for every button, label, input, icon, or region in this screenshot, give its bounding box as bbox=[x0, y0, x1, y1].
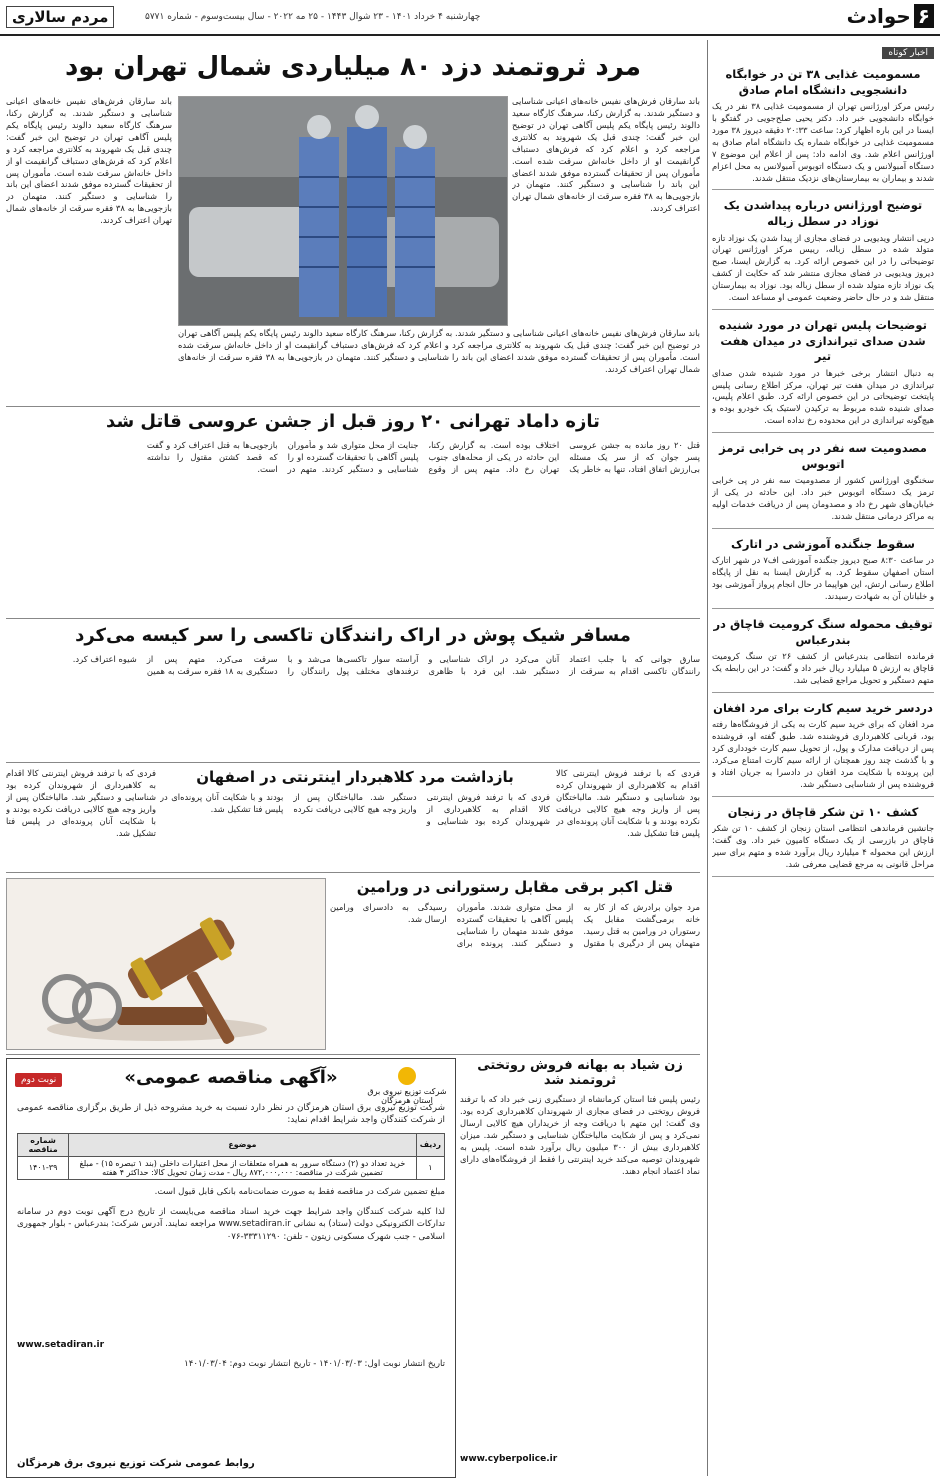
dateline: چهارشنبه ۴ خرداد ۱۴۰۱ - ۲۳ شوال ۱۴۴۳ - ۲۵ مه ۲۰۲۲ - سال بیست‌وسوم - شماره ۵۷۷۱ bbox=[145, 12, 481, 22]
sidebar-news-title: سقوط جنگنده آموزشی در اتارک bbox=[731, 536, 915, 551]
divider-2 bbox=[6, 618, 700, 619]
sidebar-news-text: رئیس مرکز اورژانس تهران از مسمومیت غذایی ۳۸ نفر در یک خوابگاه دانشجویی خبر داد. دکتر یحیی صلح‌جویی در گفتگو با ایسنا در این باره اظهار کرد: ساعت ۲۰:۳۳ دقیقه دیروز ۳۸ مورد مسمومیت غذایی در خوابگاه شماره یک دانشگاه امام صادق به اورژانس اعلام شد. وی ادامه داد: پس از اعلام این موضوع ۷ دستگاه آمبولانس و یک دستگاه اتوبوس آمبولانس به محل اعزام شدند و بیماران به بیمارستان‌های نزدیک منتقل شدند. bbox=[712, 101, 934, 183]
gavel-icon bbox=[7, 879, 325, 1049]
sidebar-news-item bbox=[712, 437, 934, 529]
tender-ad bbox=[6, 1058, 456, 1478]
sidebar-news-item bbox=[712, 697, 934, 797]
sidebar-news-item bbox=[712, 194, 934, 310]
cyberpolice-link[interactable]: www.cyberpolice.ir bbox=[460, 1454, 558, 1464]
sidebar-news-title: توقیف محموله سنگ کرومیت قاچاق در بندرعباس bbox=[713, 617, 933, 647]
sidebar-news-text: در ساعت ۸:۳۰ صبح دیروز جنگنده آموزشی اف‌۷ در شهر اتارک استان اصفهان سقوط کرد. به گزارش ایسنا به نقل از پایگاه اطلاع رسانی ارتش، این هواپیما در حال انجام پرواز آموزشی بود و خلبانان آن به شهادت رسیدند. bbox=[712, 555, 934, 602]
sidebar-news-item bbox=[712, 63, 934, 190]
sidebar-tag: اخبار کوتاه bbox=[882, 47, 934, 59]
arrest-photo-illustration bbox=[179, 97, 507, 325]
article-groom-text: قتل ۲۰ روز مانده به جشن عروسی پسر جوان که از سر یک مسئله بی‌ارزش اتفاق افتاد، تنها به خاطر یک اختلاف بوده است. به گزارش رکنا، این حادثه در یکی از محله‌های جنوب تهران رخ داد. متهم پس از وقوع جنایت از محل متواری شد و مأموران پلیس آگاهی با تحقیقات گسترده او را شناسایی و دستگیر کردند. متهم در بازجویی‌ها به قتل اعتراف کرد و گفت که قصد کشتن مقتول را نداشته است. bbox=[146, 440, 700, 474]
electric-logo-icon bbox=[398, 1067, 416, 1085]
sidebar-news-title: دردسر خرید سیم کارت برای مرد افغان bbox=[713, 700, 933, 715]
gavel-photo bbox=[6, 878, 326, 1050]
ad-badge: نوبت دوم bbox=[15, 1073, 62, 1087]
column-divider bbox=[707, 40, 708, 1476]
article-bedspread-text: رئیس پلیس فتا استان کرمانشاه از دستگیری زنی خبر داد که با ترفند فروش روتختی در فضای مجازی از شهروندان کلاهبرداری کرده بود. وی گفت: این متهم با دریافت وجه از خریداران هیچ کالایی ارسال نمی‌کرد و پس از شکایت مالباختگان شناسایی و دستگیر شد. میزان کلاهبرداری بیش از ۳۰۰ میلیون ریال برآورد شده است. پلیس به شهروندان توصیه می‌کند خرید اینترنتی را فقط از فروشگاه‌های دارای نماد اعتماد انجام دهند. bbox=[460, 1094, 700, 1176]
article-isfahan-text: فردی که با ترفند فروش اینترنتی کالا اقدام به کلاهبرداری از شهروندان کرده بود شناسایی و دستگیر شد. مالباختگان پس از واریز وجه هیچ کالایی دریافت نکرده بودند و با شکایت آنان پرونده‌ای در پلیس فتا تشکیل شد. bbox=[160, 792, 550, 826]
article-arak-text: سارق جوانی که با جلب اعتماد رانندگان تاکسی اقدام به سرقت از آنان می‌کرد در اراک شناسایی و دستگیر شد. این فرد با ظاهری آراسته سوار تاکسی‌ها می‌شد و با ترفندهای مختلف پول رانندگان را سرقت می‌کرد. متهم پس از دستگیری به ۱۸ فقره سرقت به همین شیوه اعتراف کرد. bbox=[72, 654, 700, 676]
sidebar-news-item bbox=[712, 533, 934, 609]
ad-table-header: شماره مناقصه bbox=[18, 1133, 69, 1156]
sidebar-news-title: کشف ۱۰ تن شکر قاچاق در زنجان bbox=[727, 804, 919, 819]
ad-table-header: موضوع bbox=[69, 1133, 417, 1156]
divider-1 bbox=[6, 406, 700, 407]
ad-table-cell: خرید تعداد دو (۲) دستگاه سرور به همراه متعلقات از محل اعتبارات داخلی (بند ۱ تبصره ۱۵) - مبلغ تضمین شرکت در مناقصه: ۸۷۲,۰۰۰,۰۰۰ ریال - مدت زمان تحویل کالا: حداکثر ۴ هفته bbox=[69, 1156, 417, 1179]
article-isfahan-left: فردی که با ترفند فروش اینترنتی کالا اقدام به کلاهبرداری از شهروندان کرده بود شناسایی و دستگیر شد. مالباختگان پس از واریز وجه هیچ کالایی دریافت نکرده بودند و با شکایت آنان پرونده‌ای در پلیس فتا تشکیل شد. bbox=[6, 768, 156, 838]
ad-footer: روابط عمومی شرکت توزیع نیروی برق هرمزگان bbox=[17, 1458, 255, 1469]
divider-5 bbox=[6, 1054, 700, 1055]
article-isfahan-right: فردی که با ترفند فروش اینترنتی کالا اقدام به کلاهبرداری از شهروندان کرده بود شناسایی و دستگیر شد. مالباختگان پس از واریز وجه هیچ کالایی دریافت نکرده بودند و با شکایت آنان پرونده‌ای در پلیس فتا تشکیل شد. bbox=[556, 768, 700, 838]
sidebar-news-title: مصدومیت سه نفر در پی خرابی ترمز اتوبوس bbox=[719, 441, 927, 471]
arrest-photo bbox=[178, 96, 508, 326]
article-varamin-title: قتل اکبر برقی مقابل رستورانی در ورامین bbox=[356, 878, 674, 896]
sidebar-news-title: مسمومیت غذایی ۳۸ تن در خوابگاه دانشجویی دانشگاه امام صادق bbox=[725, 67, 921, 97]
ad-note: مبلغ تضمین شرکت در مناقصه فقط به صورت ضمانت‌نامه بانکی قابل قبول است. bbox=[154, 1186, 445, 1197]
sidebar-news-text: فرمانده انتظامی بندرعباس از کشف ۲۶ تن سنگ کرومیت قاچاق به ارزش ۵ میلیارد ریال خبر داد و گفت: در این رابطه یک متهم دستگیر و تحویل مراجع قضایی شد. bbox=[712, 651, 934, 685]
ad-company-name: شرکت توزیع نیروی برق استان هرمزگان bbox=[367, 1087, 447, 1105]
article-bedspread-title: زن شیاد به بهانه فروش روتختی ثروتمند شد bbox=[477, 1058, 683, 1088]
newspaper-name: مردم سالاری bbox=[6, 6, 114, 28]
ad-table-cell: ۱۴۰۱-۳۹ bbox=[18, 1156, 69, 1179]
divider-4 bbox=[6, 872, 700, 873]
divider-3 bbox=[6, 762, 700, 763]
ad-intro: شرکت توزیع نیروی برق استان هرمزگان در نظر دارد نسبت به خرید مشروحه ذیل از طریق برگزاری مناقصه عمومی از شرکت کنندگان واجد شرایط اقدام نماید: bbox=[17, 1103, 445, 1126]
article-bedspread bbox=[460, 1058, 700, 1476]
lead-article-text: باند سارقان فرش‌های نفیس خانه‌های اعیانی شناسایی و دستگیر شدند. به گزارش رکنا، سرهنگ کارگاه سعید دالوند رئیس پایگاه یکم پلیس آگاهی تهران در توضیح این خبر گفت: چندی قبل یک شهروند به کلانتری مراجعه کرد و اعلام کرد که فرش‌های دستباف گرانقیمت او از داخل خانه‌اش سرقت شده است. مأموران پس از تحقیقات گسترده موفق شدند اعضای این باند را شناسایی و دستگیر کنند. متهمان در بازجویی‌ها به ۳۸ فقره سرقت از خانه‌های شمال تهران اعتراف کردند. bbox=[512, 96, 700, 214]
ad-title: «آگهی مناقصه عمومی» bbox=[124, 1067, 338, 1088]
lead-article-continued: باند سارقان فرش‌های نفیس خانه‌های اعیانی شناسایی و دستگیر شدند. به گزارش رکنا، سرهنگ کارگاه سعید دالوند رئیس پایگاه یکم پلیس آگاهی تهران در توضیح این خبر گفت: چندی قبل یک شهروند به کلانتری مراجعه کرد و اعلام کرد که فرش‌های دستباف گرانقیمت او از داخل خانه‌اش سرقت شده است. مأموران پس از تحقیقات گسترده موفق شدند اعضای این باند را شناسایی و دستگیر کنند. متهمان در بازجویی‌ها به ۳۸ فقره سرقت از خانه‌های شمال تهران اعتراف کردند. bbox=[6, 96, 172, 226]
sidebar-news-item bbox=[712, 801, 934, 877]
section-logo bbox=[847, 4, 934, 28]
lead-article-bottom: باند سارقان فرش‌های نفیس خانه‌های اعیانی شناسایی و دستگیر شدند. به گزارش رکنا، سرهنگ کارگاه سعید دالوند رئیس پایگاه یکم پلیس آگاهی تهران در توضیح این خبر گفت: چندی قبل یک شهروند به کلانتری مراجعه کرد و اعلام کرد که فرش‌های دستباف گرانقیمت او از داخل خانه‌اش سرقت شده است. مأموران پس از تحقیقات گسترده موفق شدند اعضای این باند را شناسایی و دستگیر کنند. متهمان در بازجویی‌ها به ۳۸ فقره سرقت از خانه‌های شمال تهران اعتراف کردند. bbox=[178, 328, 700, 374]
main-headline: مرد ثروتمند دزد ۸۰ میلیاردی شمال تهران بود bbox=[64, 52, 642, 82]
sidebar-news-title: توضیحات پلیس تهران در مورد شنیده شدن صدای تیراندازی در میدان هفت تیر bbox=[719, 318, 927, 364]
sidebar-news-item bbox=[712, 613, 934, 693]
setadiran-link[interactable]: www.setadiran.ir bbox=[17, 1340, 105, 1351]
ad-details: لذا کلیه شرکت کنندگان واجد شرایط جهت خرید اسناد مناقصه می‌بایست از تاریخ درج آگهی نوبت دوم در سامانه تدارکات الکترونیکی دولت (ستاد) به نشانی www.setadiran.ir مراجعه نمایند. آدرس شرکت: بندرعباس - بلوار جمهوری اسلامی - جنب شهرک مسکونی زیتون - تلفن: ۳۳۳۱۱۲۹۰-۰۷۶ bbox=[17, 1207, 445, 1242]
section-name: حوادث bbox=[846, 4, 911, 28]
article-isfahan-title: بازداشت مرد کلاهبردار اینترنتی در اصفهان bbox=[196, 768, 514, 786]
sidebar-news-text: درپی انتشار ویدیویی در فضای مجازی از پیدا شدن یک نوزاد تازه متولد شده در سطل زباله، رییس مرکز اورژانس تهران توضیحاتی را در این خصوص ارائه کرد. به گزارش ایسنا، صبح دیروز ویدیویی در فضای مجازی منتشر شد که حکایت از کشف یک نوزاد تازه متولد شده از سطل زباله بود. نوزاد به بیمارستان منتقل شد و در حال حاضر وضعیت عمومی او مساعد است. bbox=[712, 232, 934, 303]
ad-table-row bbox=[18, 1156, 445, 1179]
sidebar-news-text: جانشین فرماندهی انتظامی استان زنجان از کشف ۱۰ تن شکر قاچاق در بازرسی از یک دستگاه کامیون خبر داد. وی گفت: ارزش این محموله ۴ میلیارد ریال برآورد شده و متهم برای سیر مراحل قانونی به مرجع قضایی معرفی شد. bbox=[712, 823, 934, 870]
article-groom-title: تازه داماد تهرانی ۲۰ روز قبل از جشن عروسی قاتل شد bbox=[106, 411, 600, 432]
article-varamin-text: مرد جوان برادرش که از کار به خانه برمی‌گشت مقابل یک رستوران در ورامین به قتل رسید. متهمان پس از درگیری با مقتول از محل متواری شدند. مأموران پلیس آگاهی با تحقیقات گسترده موفق شدند متهمان را شناسایی و دستگیر کنند. پرونده برای رسیدگی به دادسرای ورامین ارسال شد. bbox=[330, 902, 700, 948]
ad-company-logo bbox=[367, 1067, 447, 1105]
section-number: ۶ bbox=[914, 4, 934, 28]
sidebar-news-text: به دنبال انتشار برخی خبرها در مورد شنیده شدن صدای تیراندازی در میدان هفت تیر تهران، مرکز اطلاع رسانی پلیس پایتخت توضیحاتی در این خصوص ارائه کرد. طبق اعلام پلیس، صدای شنیده شده مربوط به ترکیدن لاستیک یک خودرو بوده و هیچ‌گونه تیراندازی در این محدوده رخ نداده است. bbox=[712, 367, 934, 426]
sidebar-news-text: مرد افغان که برای خرید سیم کارت به یکی از فروشگاه‌ها رفته بود، قربانی کلاهبرداری فروشنده شد. طبق گفته او، فروشنده پس از دریافت مدارک و پول، از تحویل سیم کارت خودداری کرد و با گذشت چند روز همچنان از ارائه سیم کارت امتناع می‌کرد. این پرونده با شکایت مرد افغان در دادسرا به جریان افتاد و فروشنده پس از شناسایی دستگیر شد. bbox=[712, 719, 934, 790]
sidebar-news-item bbox=[712, 314, 934, 433]
news-sidebar bbox=[712, 40, 934, 1476]
ad-table-header: ردیف bbox=[416, 1133, 444, 1156]
sidebar-news-text: سخنگوی اورژانس کشور از مصدومیت سه نفر در پی خرابی ترمز یک دستگاه اتوبوس خبر داد. این حادثه در یکی از خیابان‌های شهر رخ داد و مصدومان پس از دریافت خدمات اولیه به مراکز درمانی منتقل شدند. bbox=[712, 475, 934, 521]
ad-table-cell: ۱ bbox=[416, 1156, 444, 1179]
article-arak-title: مسافر شیک پوش در اراک رانندگان تاکسی را سر کیسه می‌کرد bbox=[75, 625, 631, 646]
page-header bbox=[0, 0, 940, 36]
ad-dates: تاریخ انتشار نوبت اول: ۱۴۰۱/۰۳/۰۳ - تاریخ انتشار نوبت دوم: ۱۴۰۱/۰۳/۰۴ bbox=[184, 1359, 445, 1370]
ad-table bbox=[17, 1133, 445, 1180]
sidebar-news-title: توضیح اورژانس درباره پیداشدن یک نوزاد در سطل زباله bbox=[723, 198, 923, 228]
